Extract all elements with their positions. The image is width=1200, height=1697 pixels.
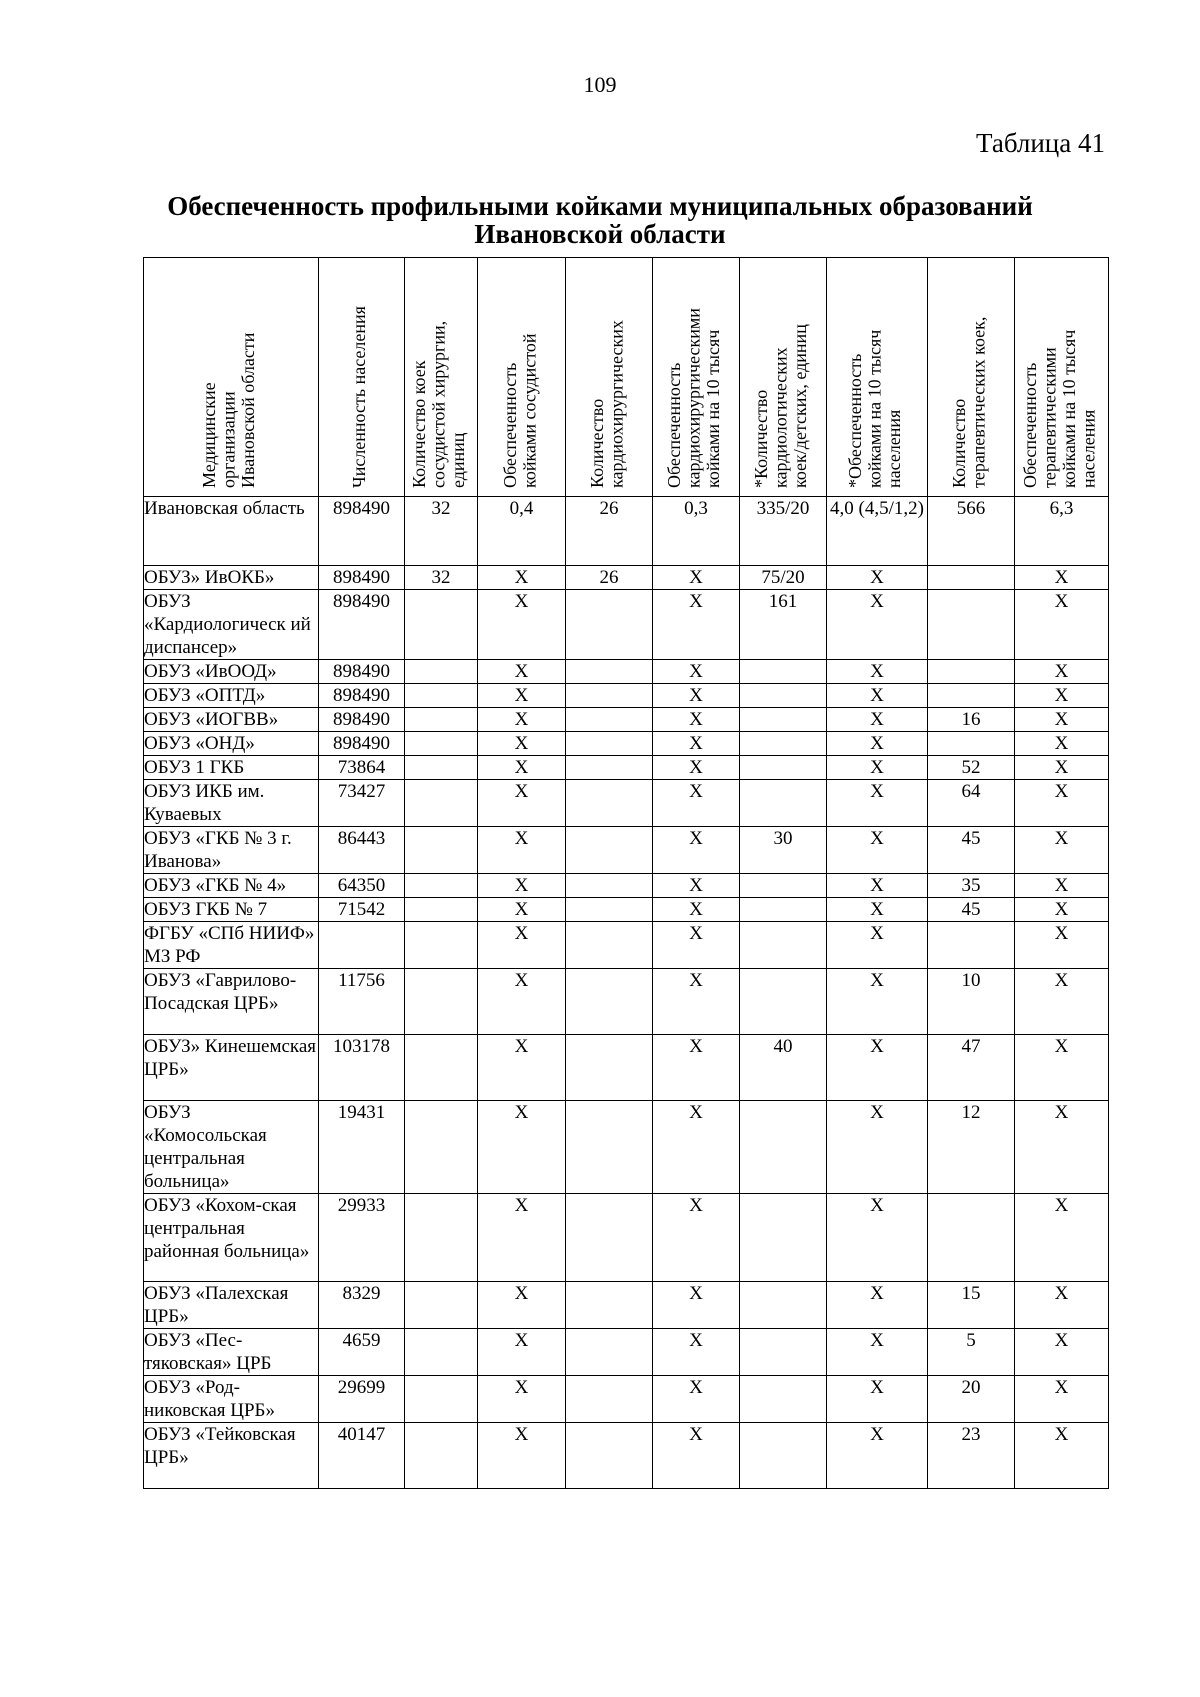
value-cell: Х xyxy=(827,1101,928,1194)
table-row xyxy=(144,590,1109,660)
value-cell xyxy=(566,780,653,827)
table-row xyxy=(144,1329,1109,1376)
value-cell: Х xyxy=(653,780,740,827)
table-label: Таблица 41 xyxy=(976,128,1105,158)
value-cell: 15 xyxy=(928,1282,1015,1329)
value-cell: 898490 xyxy=(319,497,405,566)
header-text: *Количество кардиологических коек/детских, единиц xyxy=(751,324,811,488)
value-cell: Х xyxy=(478,1329,566,1376)
organization-cell: ОБУЗ «Кохом-ская центральная районная больница» xyxy=(144,1194,319,1282)
value-cell: Х xyxy=(1015,827,1109,874)
value-cell: Х xyxy=(827,708,928,732)
table-row xyxy=(144,898,1109,922)
value-cell: Х xyxy=(478,1376,566,1423)
value-cell: Х xyxy=(1015,684,1109,708)
value-cell: Х xyxy=(1015,1035,1109,1101)
value-cell: Х xyxy=(478,780,566,827)
value-cell xyxy=(319,922,405,969)
value-cell xyxy=(928,590,1015,660)
value-cell xyxy=(740,756,827,780)
value-cell: Х xyxy=(1015,780,1109,827)
header-cell xyxy=(740,258,827,497)
value-cell: 40147 xyxy=(319,1423,405,1489)
value-cell xyxy=(566,1282,653,1329)
value-cell xyxy=(566,969,653,1035)
value-cell: Х xyxy=(653,1035,740,1101)
header-cell xyxy=(566,258,653,497)
value-cell: Х xyxy=(1015,1194,1109,1282)
value-cell xyxy=(405,708,478,732)
value-cell: Х xyxy=(653,756,740,780)
value-cell: 40 xyxy=(740,1035,827,1101)
value-cell xyxy=(928,684,1015,708)
value-cell xyxy=(566,827,653,874)
header-cell xyxy=(653,258,740,497)
organization-cell: ОБУЗ «ИвООД» xyxy=(144,660,319,684)
title-line-1: Обеспеченность профильными койками муниципальных образований xyxy=(167,191,1033,221)
value-cell xyxy=(928,566,1015,590)
value-cell xyxy=(566,1101,653,1194)
value-cell: 86443 xyxy=(319,827,405,874)
organization-cell: ОБУЗ «Палехская ЦРБ» xyxy=(144,1282,319,1329)
value-cell xyxy=(566,756,653,780)
value-cell: Х xyxy=(1015,1423,1109,1489)
value-cell: Х xyxy=(478,684,566,708)
table-row xyxy=(144,1101,1109,1194)
value-cell: 898490 xyxy=(319,684,405,708)
value-cell xyxy=(405,1376,478,1423)
value-cell: 47 xyxy=(928,1035,1015,1101)
value-cell xyxy=(928,1194,1015,1282)
value-cell: 10 xyxy=(928,969,1015,1035)
value-cell: Х xyxy=(827,1376,928,1423)
table-row xyxy=(144,1282,1109,1329)
organization-cell: ОБУЗ «ГКБ № 3 г. Иванова» xyxy=(144,827,319,874)
value-cell xyxy=(566,1329,653,1376)
value-cell xyxy=(740,1329,827,1376)
table-title xyxy=(0,192,1200,248)
value-cell: Х xyxy=(653,590,740,660)
value-cell: 8329 xyxy=(319,1282,405,1329)
value-cell: 5 xyxy=(928,1329,1015,1376)
value-cell xyxy=(405,969,478,1035)
value-cell: 898490 xyxy=(319,708,405,732)
value-cell xyxy=(566,684,653,708)
table-body xyxy=(144,497,1109,1489)
value-cell xyxy=(405,1101,478,1194)
value-cell: Х xyxy=(653,827,740,874)
table-row xyxy=(144,1376,1109,1423)
value-cell xyxy=(566,1035,653,1101)
value-cell xyxy=(405,732,478,756)
header-cell xyxy=(827,258,928,497)
value-cell: Х xyxy=(478,1282,566,1329)
value-cell: Х xyxy=(827,732,928,756)
value-cell xyxy=(740,684,827,708)
value-cell: 73427 xyxy=(319,780,405,827)
value-cell: Х xyxy=(653,898,740,922)
table-row xyxy=(144,1194,1109,1282)
value-cell: 6,3 xyxy=(1015,497,1109,566)
header-text: Количество кардиохирургических xyxy=(587,320,627,488)
organization-cell: ОБУЗ «Гаврилово-Посадская ЦРБ» xyxy=(144,969,319,1035)
value-cell: 73864 xyxy=(319,756,405,780)
value-cell: Х xyxy=(1015,1329,1109,1376)
beds-table xyxy=(143,257,1109,1489)
value-cell: Х xyxy=(827,590,928,660)
value-cell: 26 xyxy=(566,566,653,590)
value-cell: 12 xyxy=(928,1101,1015,1194)
organization-cell: ОБУЗ» Кинешемская ЦРБ» xyxy=(144,1035,319,1101)
value-cell xyxy=(405,922,478,969)
value-cell xyxy=(740,780,827,827)
value-cell: Х xyxy=(653,1376,740,1423)
value-cell xyxy=(740,660,827,684)
value-cell: 32 xyxy=(405,497,478,566)
value-cell xyxy=(566,922,653,969)
header-text: Обеспеченность кардиохирургическими койками на 10 тысяч xyxy=(664,308,724,488)
value-cell: Х xyxy=(478,1035,566,1101)
header-cell xyxy=(319,258,405,497)
header-cell xyxy=(928,258,1015,497)
value-cell: Х xyxy=(478,1423,566,1489)
organization-cell: Ивановская область xyxy=(144,497,319,566)
value-cell: 32 xyxy=(405,566,478,590)
organization-cell: ОБУЗ «Пес-тяковская» ЦРБ xyxy=(144,1329,319,1376)
value-cell: Х xyxy=(827,566,928,590)
value-cell: Х xyxy=(478,566,566,590)
header-text: Медицинские организации Ивановской области xyxy=(199,332,259,488)
value-cell xyxy=(566,590,653,660)
value-cell: Х xyxy=(478,874,566,898)
header-cell xyxy=(144,258,319,497)
value-cell: Х xyxy=(478,732,566,756)
organization-cell: ОБУЗ «Кардиологическ ий диспансер» xyxy=(144,590,319,660)
value-cell: 29933 xyxy=(319,1194,405,1282)
value-cell: Х xyxy=(827,684,928,708)
page-number: 109 xyxy=(583,72,617,97)
value-cell: Х xyxy=(478,756,566,780)
value-cell: Х xyxy=(827,827,928,874)
value-cell: 898490 xyxy=(319,732,405,756)
value-cell: Х xyxy=(653,922,740,969)
value-cell: 16 xyxy=(928,708,1015,732)
header-text: *Обеспеченность койками на 10 тысяч населения xyxy=(845,329,905,488)
value-cell: Х xyxy=(1015,590,1109,660)
value-cell: 64350 xyxy=(319,874,405,898)
organization-cell: ОБУЗ ГКБ № 7 xyxy=(144,898,319,922)
table-row xyxy=(144,1423,1109,1489)
value-cell: 4659 xyxy=(319,1329,405,1376)
header-row xyxy=(144,258,1109,497)
value-cell: 335/20 xyxy=(740,497,827,566)
value-cell: Х xyxy=(1015,898,1109,922)
value-cell: Х xyxy=(1015,874,1109,898)
value-cell: 71542 xyxy=(319,898,405,922)
value-cell: 75/20 xyxy=(740,566,827,590)
title-line-2: Ивановской области xyxy=(474,219,726,249)
value-cell xyxy=(740,1282,827,1329)
value-cell: Х xyxy=(653,1282,740,1329)
value-cell xyxy=(405,874,478,898)
table-row xyxy=(144,874,1109,898)
value-cell: Х xyxy=(1015,969,1109,1035)
value-cell: Х xyxy=(653,566,740,590)
value-cell: Х xyxy=(827,922,928,969)
value-cell: 898490 xyxy=(319,660,405,684)
value-cell: Х xyxy=(653,660,740,684)
value-cell: Х xyxy=(1015,566,1109,590)
value-cell: Х xyxy=(827,1423,928,1489)
value-cell: 566 xyxy=(928,497,1015,566)
value-cell xyxy=(740,969,827,1035)
value-cell xyxy=(405,1282,478,1329)
value-cell xyxy=(566,1194,653,1282)
value-cell: 35 xyxy=(928,874,1015,898)
header-cell xyxy=(405,258,478,497)
value-cell: 898490 xyxy=(319,566,405,590)
value-cell: Х xyxy=(827,1194,928,1282)
value-cell xyxy=(405,1194,478,1282)
value-cell xyxy=(566,1376,653,1423)
value-cell xyxy=(405,660,478,684)
organization-cell: ОБУЗ «ОНД» xyxy=(144,732,319,756)
value-cell xyxy=(405,898,478,922)
value-cell: 161 xyxy=(740,590,827,660)
value-cell xyxy=(405,590,478,660)
table-row xyxy=(144,756,1109,780)
value-cell: 45 xyxy=(928,898,1015,922)
table-row xyxy=(144,684,1109,708)
value-cell: Х xyxy=(1015,660,1109,684)
header-cell xyxy=(1015,258,1109,497)
value-cell: Х xyxy=(478,827,566,874)
value-cell: Х xyxy=(827,780,928,827)
organization-cell: ОБУЗ» ИвОКБ» xyxy=(144,566,319,590)
value-cell: 0,3 xyxy=(653,497,740,566)
value-cell xyxy=(566,660,653,684)
value-cell: 898490 xyxy=(319,590,405,660)
value-cell: Х xyxy=(478,1194,566,1282)
table-row xyxy=(144,708,1109,732)
value-cell xyxy=(740,1423,827,1489)
table-row xyxy=(144,1035,1109,1101)
value-cell xyxy=(405,1423,478,1489)
value-cell: Х xyxy=(1015,732,1109,756)
value-cell: 103178 xyxy=(319,1035,405,1101)
value-cell: Х xyxy=(653,732,740,756)
value-cell: Х xyxy=(653,874,740,898)
header-text: Обеспеченность терапевтическими койками на 10 тысяч населения xyxy=(1020,329,1099,488)
value-cell xyxy=(566,1423,653,1489)
value-cell: Х xyxy=(653,684,740,708)
table-row xyxy=(144,660,1109,684)
value-cell: Х xyxy=(1015,756,1109,780)
value-cell: Х xyxy=(1015,708,1109,732)
organization-cell: ОБУЗ 1 ГКБ xyxy=(144,756,319,780)
header-cell xyxy=(478,258,566,497)
value-cell: 45 xyxy=(928,827,1015,874)
header-text: Количество терапевтических коек, xyxy=(949,316,989,488)
value-cell xyxy=(566,874,653,898)
value-cell: Х xyxy=(653,1101,740,1194)
value-cell: Х xyxy=(653,1194,740,1282)
value-cell: Х xyxy=(1015,1376,1109,1423)
value-cell xyxy=(740,732,827,756)
value-cell: 23 xyxy=(928,1423,1015,1489)
table-row xyxy=(144,780,1109,827)
value-cell: Х xyxy=(478,922,566,969)
value-cell: Х xyxy=(478,660,566,684)
value-cell: 30 xyxy=(740,827,827,874)
organization-cell: ОБУЗ «ИОГВВ» xyxy=(144,708,319,732)
organization-cell: ОБУЗ ИКБ им. Куваевых xyxy=(144,780,319,827)
organization-cell: ОБУЗ «Род-никовская ЦРБ» xyxy=(144,1376,319,1423)
value-cell: Х xyxy=(653,1329,740,1376)
organization-cell: ФГБУ «СПб НИИФ» МЗ РФ xyxy=(144,922,319,969)
value-cell: Х xyxy=(827,898,928,922)
table-row xyxy=(144,566,1109,590)
value-cell: Х xyxy=(1015,1282,1109,1329)
value-cell xyxy=(740,708,827,732)
organization-cell: ОБУЗ «ГКБ № 4» xyxy=(144,874,319,898)
value-cell xyxy=(740,922,827,969)
value-cell: Х xyxy=(827,1282,928,1329)
value-cell: Х xyxy=(478,898,566,922)
value-cell xyxy=(405,1329,478,1376)
organization-cell: ОБУЗ «Тейковская ЦРБ» xyxy=(144,1423,319,1489)
value-cell: 11756 xyxy=(319,969,405,1035)
value-cell: Х xyxy=(478,969,566,1035)
header-text: Обеспеченность койками сосудистой xyxy=(499,333,539,488)
value-cell xyxy=(405,780,478,827)
value-cell: 19431 xyxy=(319,1101,405,1194)
value-cell: 26 xyxy=(566,497,653,566)
value-cell xyxy=(405,684,478,708)
value-cell xyxy=(405,756,478,780)
header-text: Количество коек сосудистой хирургии, единиц xyxy=(409,320,469,488)
header-text: Численность населения xyxy=(349,306,370,488)
table-row xyxy=(144,922,1109,969)
value-cell xyxy=(740,874,827,898)
value-cell: 20 xyxy=(928,1376,1015,1423)
value-cell: Х xyxy=(1015,922,1109,969)
organization-cell: ОБУЗ «ОПТД» xyxy=(144,684,319,708)
value-cell xyxy=(405,827,478,874)
value-cell: Х xyxy=(827,660,928,684)
value-cell: Х xyxy=(827,969,928,1035)
table-row xyxy=(144,827,1109,874)
value-cell xyxy=(566,898,653,922)
value-cell: Х xyxy=(478,708,566,732)
value-cell: Х xyxy=(478,590,566,660)
value-cell: Х xyxy=(827,1329,928,1376)
value-cell: Х xyxy=(653,969,740,1035)
value-cell xyxy=(566,708,653,732)
value-cell xyxy=(928,922,1015,969)
value-cell: Х xyxy=(827,756,928,780)
organization-cell: ОБУЗ «Комосольская центральная больница» xyxy=(144,1101,319,1194)
value-cell xyxy=(928,660,1015,684)
table-row xyxy=(144,732,1109,756)
value-cell xyxy=(566,732,653,756)
value-cell: 29699 xyxy=(319,1376,405,1423)
table-row xyxy=(144,497,1109,566)
value-cell xyxy=(740,1101,827,1194)
value-cell: 64 xyxy=(928,780,1015,827)
value-cell: 52 xyxy=(928,756,1015,780)
value-cell xyxy=(740,898,827,922)
value-cell xyxy=(405,1035,478,1101)
value-cell xyxy=(740,1376,827,1423)
table-row xyxy=(144,969,1109,1035)
value-cell: 4,0 (4,5/1,2) xyxy=(827,497,928,566)
value-cell: Х xyxy=(653,1423,740,1489)
value-cell: Х xyxy=(827,874,928,898)
value-cell: Х xyxy=(478,1101,566,1194)
value-cell: Х xyxy=(653,708,740,732)
value-cell: Х xyxy=(827,1035,928,1101)
value-cell: Х xyxy=(1015,1101,1109,1194)
value-cell: 0,4 xyxy=(478,497,566,566)
value-cell xyxy=(740,1194,827,1282)
value-cell xyxy=(928,732,1015,756)
